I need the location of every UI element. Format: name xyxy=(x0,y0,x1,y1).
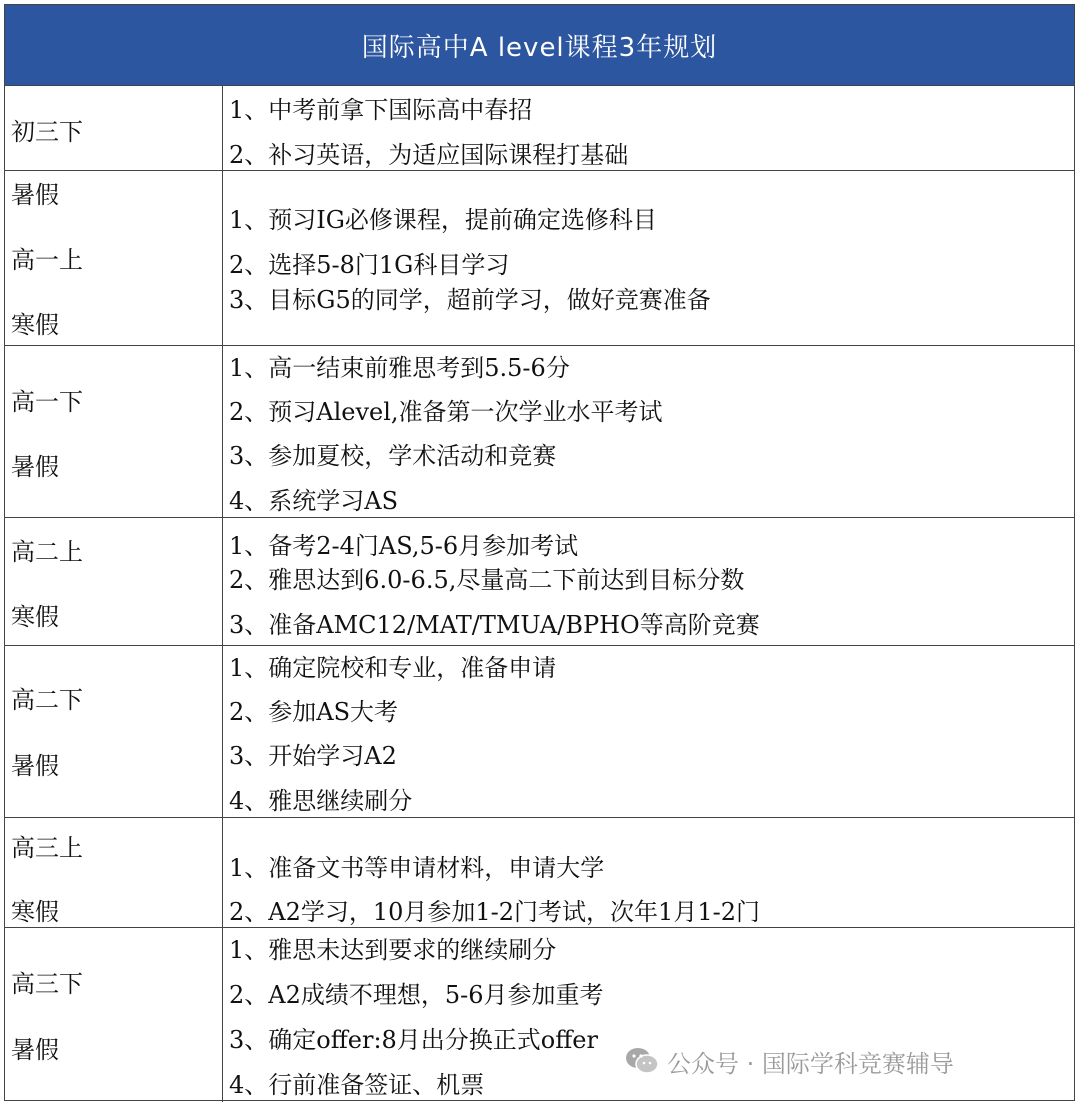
period-label: 高一上 xyxy=(11,246,83,274)
plan-item: 3、准备AMC12/MAT/TMUA/BPHO等高阶竞赛 xyxy=(229,611,760,639)
plan-item: 1、备考2-4门AS,5-6月参加考试 xyxy=(229,532,579,560)
plan-item: 3、目标G5的同学，超前学习，做好竞赛准备 xyxy=(229,286,711,314)
period-label: 高三上 xyxy=(11,834,83,862)
period-label: 暑假 xyxy=(11,181,59,209)
period-label: 寒假 xyxy=(11,311,59,339)
period-label: 暑假 xyxy=(11,1036,59,1064)
plan-item: 2、补习英语，为适应国际课程打基础 xyxy=(229,141,629,169)
watermark xyxy=(625,1041,954,1081)
table-row xyxy=(5,85,1074,170)
period-label: 高一下 xyxy=(11,388,83,416)
period-label: 高二下 xyxy=(11,686,83,714)
period-cell xyxy=(5,346,223,517)
table-row xyxy=(5,517,1074,645)
table-row xyxy=(5,170,1074,345)
plan-item: 2、预习Alevel,准备第一次学业水平考试 xyxy=(229,398,663,426)
plan-cell xyxy=(223,646,1074,817)
plan-item: 3、确定offer:8月出分换正式offer xyxy=(229,1026,598,1054)
plan-item: 4、行前准备签证、机票 xyxy=(229,1071,485,1099)
period-label: 暑假 xyxy=(11,752,59,780)
plan-item: 1、高一结束前雅思考到5.5-6分 xyxy=(229,354,570,382)
watermark-text: 公众号 · 国际学科竞赛辅导 xyxy=(667,1049,954,1078)
table-row xyxy=(5,645,1074,817)
period-label: 寒假 xyxy=(11,603,59,631)
period-label: 高三下 xyxy=(11,970,83,998)
plan-item: 3、开始学习A2 xyxy=(229,742,397,770)
period-label: 暑假 xyxy=(11,453,59,481)
plan-item: 2、参加AS大考 xyxy=(229,698,399,726)
plan-cell xyxy=(223,86,1074,170)
plan-item: 1、准备文书等申请材料，申请大学 xyxy=(229,854,605,882)
plan-cell xyxy=(223,171,1074,345)
plan-item: 1、中考前拿下国际高中春招 xyxy=(229,96,533,124)
plan-cell xyxy=(223,346,1074,517)
period-label: 寒假 xyxy=(11,898,59,926)
period-label: 高二上 xyxy=(11,538,83,566)
table-title: 国际高中A level课程3年规划 xyxy=(5,5,1074,85)
plan-item: 1、预习IG必修课程，提前确定选修科目 xyxy=(229,206,657,234)
period-cell xyxy=(5,928,223,1102)
plan-item: 1、雅思未达到要求的继续刷分 xyxy=(229,936,557,964)
table-row xyxy=(5,345,1074,517)
plan-item: 2、选择5-8门1G科目学习 xyxy=(229,251,510,279)
period-cell xyxy=(5,646,223,817)
period-cell xyxy=(5,518,223,645)
plan-cell xyxy=(223,818,1074,927)
plan-table xyxy=(4,4,1075,1101)
plan-item: 4、雅思继续刷分 xyxy=(229,787,413,815)
plan-cell xyxy=(223,518,1074,645)
period-label: 初三下 xyxy=(11,118,83,146)
period-cell xyxy=(5,171,223,345)
period-cell xyxy=(5,818,223,927)
plan-item: 1、确定院校和专业，准备申请 xyxy=(229,654,557,682)
plan-item: 2、A2学习，10月参加1-2门考试，次年1月1-2门 xyxy=(229,898,760,926)
table-row xyxy=(5,817,1074,927)
wechat-icon xyxy=(625,1046,659,1076)
plan-item: 2、A2成绩不理想，5-6月参加重考 xyxy=(229,981,604,1009)
plan-item: 3、参加夏校，学术活动和竞赛 xyxy=(229,442,557,470)
plan-item: 4、系统学习AS xyxy=(229,487,399,515)
period-cell xyxy=(5,86,223,170)
plan-item: 2、雅思达到6.0-6.5,尽量高二下前达到目标分数 xyxy=(229,566,745,594)
